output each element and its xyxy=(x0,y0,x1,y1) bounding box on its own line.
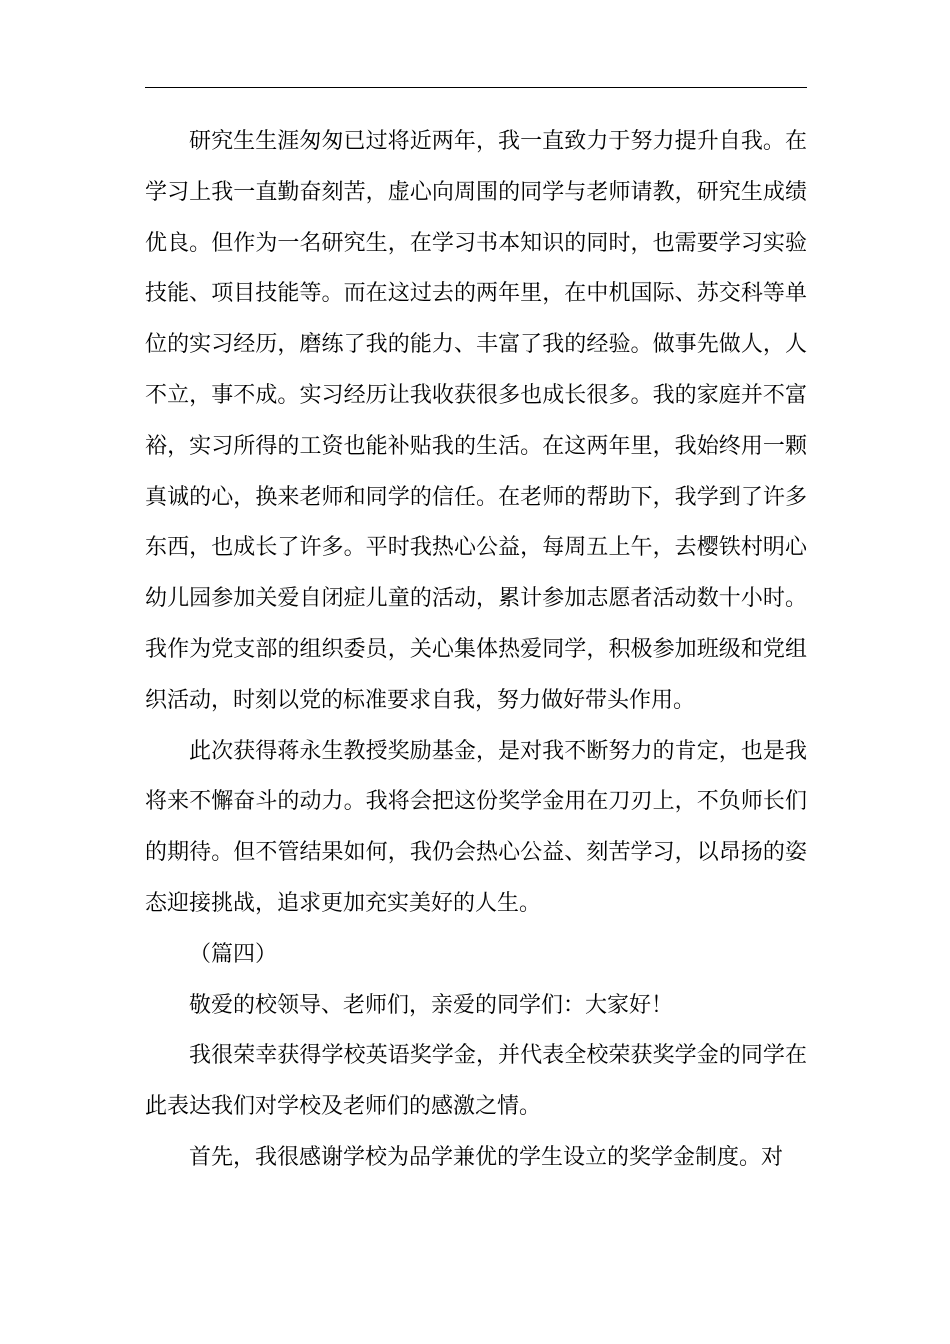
paragraph-scholarship-thanks: 此次获得蒋永生教授奖励基金，是对我不断努力的肯定，也是我将来不懈奋斗的动力。我将会把这份奖学金用在刀刃上，不负师长们的期待。但不管结果如何，我仍会热心公益、刻苦学习，以昂扬的姿态迎接挑战，追求更加充实美好的人生。 xyxy=(145,738,807,916)
paragraph-graduate-experience: 研究生生涯匆匆已过将近两年，我一直致力于努力提升自我。在学习上我一直勤奋刻苦，虚心向周围的同学与老师请教，研究生成绩优良。但作为一名研究生，在学习书本知识的同时，也需要学习实验技能、项目技能等。而在这过去的两年里，在中机国际、苏交科等单位的实习经历，磨练了我的能力、丰富了我的经验。做事先做人，人不立，事不成。实习经历让我收获很多也成长很多。我的家庭并不富裕，实习所得的工资也能补贴我的生活。在这两年里，我始终用一颗真诚的心，换来老师和同学的信任。在老师的帮助下，我学到了许多东西，也成长了许多。平时我热心公益，每周五上午，去樱铁村明心幼儿园参加关爱自闭症儿童的活动，累计参加志愿者活动数十小时。我作为党支部的组织委员，关心集体热爱同学，积极参加班级和党组织活动，时刻以党的标准要求自我，努力做好带头作用。 xyxy=(145,129,807,713)
document-body xyxy=(145,117,807,1184)
section-heading-part-four: （篇四） xyxy=(189,941,278,967)
paragraph-english-scholarship: 我很荣幸获得学校英语奖学金，并代表全校荣获奖学金的同学在此表达我们对学校及老师们的感激之情。 xyxy=(145,1043,807,1120)
paragraph-thanks-school: 首先，我很感谢学校为品学兼优的学生设立的奖学金制度。对 xyxy=(189,1144,784,1170)
header-rule xyxy=(145,87,807,88)
paragraph-greeting: 敬爱的校领导、老师们，亲爱的同学们：大家好！ xyxy=(189,992,674,1018)
